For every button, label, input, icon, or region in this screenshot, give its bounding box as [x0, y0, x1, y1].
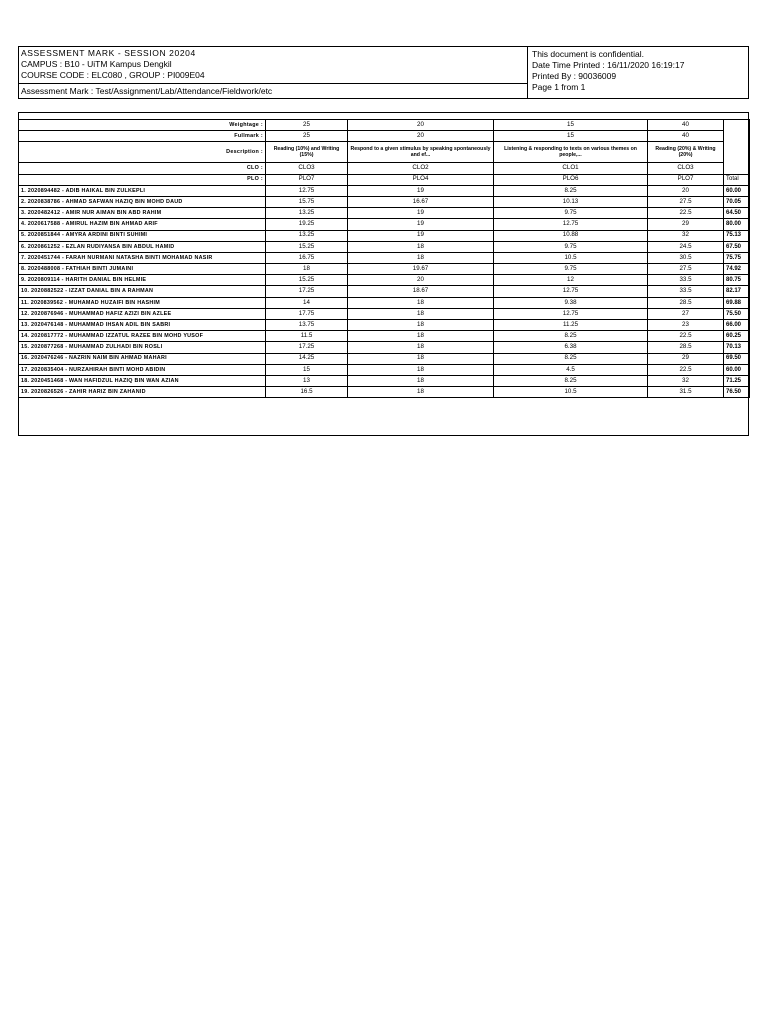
description-cell: Reading (10%) and Writing (15%): [266, 142, 348, 163]
student-name: 13. 2020476148 - MUHAMMAD IHSAN ADIL BIN SABRI: [19, 320, 266, 331]
total-cell: 64.50: [724, 208, 750, 219]
weightage-cell: 15: [494, 120, 648, 131]
mark-cell: 13: [266, 375, 348, 386]
mark-cell: 16.75: [266, 252, 348, 263]
session-title: ASSESSMENT MARK - SESSION 20204: [21, 48, 196, 58]
mark-cell: 12.75: [494, 219, 648, 230]
student-row: [19, 387, 750, 398]
mark-cell: 28.5: [648, 342, 724, 353]
description-cell: Respond to a given stimulus by speaking spontaneously and ef...: [348, 142, 494, 163]
mark-cell: 22.5: [648, 331, 724, 342]
blank-cell: [724, 131, 750, 142]
mark-cell: 23: [648, 320, 724, 331]
mark-cell: 18: [348, 297, 494, 308]
mark-cell: 18: [348, 353, 494, 364]
student-row: [19, 286, 750, 297]
weightage-row: [19, 120, 750, 131]
printed-by: Printed By : 90036009: [532, 71, 617, 81]
mark-cell: 9.75: [494, 241, 648, 252]
mark-cell: 28.5: [648, 297, 724, 308]
fullmark-label: Fullmark :: [19, 131, 266, 142]
mark-cell: 9.75: [494, 208, 648, 219]
total-cell: 69.88: [724, 297, 750, 308]
student-row: [19, 364, 750, 375]
mark-cell: 15.25: [266, 241, 348, 252]
weightage-cell: 40: [648, 120, 724, 131]
mark-cell: 32: [648, 375, 724, 386]
total-cell: 66.00: [724, 320, 750, 331]
marks-table: [18, 119, 750, 398]
mark-cell: 17.25: [266, 342, 348, 353]
mark-cell: 11.5: [266, 331, 348, 342]
weightage-label: Weightage :: [19, 120, 266, 131]
mark-cell: 31.5: [648, 387, 724, 398]
mark-cell: 18: [348, 342, 494, 353]
student-row: [19, 353, 750, 364]
fullmark-cell: 15: [494, 131, 648, 142]
total-cell: 70.13: [724, 342, 750, 353]
mark-cell: 16.5: [266, 387, 348, 398]
student-name: 18. 2020451468 - WAN HAFIDZUL HAZIQ BIN WAN AZIAN: [19, 375, 266, 386]
blank-cell: [724, 163, 750, 174]
mark-cell: 10.13: [494, 196, 648, 207]
mark-cell: 12.75: [494, 286, 648, 297]
student-row: [19, 196, 750, 207]
plo-row: [19, 174, 750, 185]
clo-cell: CLO2: [348, 163, 494, 174]
total-cell: 75.50: [724, 308, 750, 319]
mark-cell: 29: [648, 353, 724, 364]
mark-cell: 27: [648, 308, 724, 319]
student-name: 12. 2020876946 - MUHAMMAD HAFIZ AZIZI BIN AZLEE: [19, 308, 266, 319]
total-cell: 71.25: [724, 375, 750, 386]
mark-cell: 18: [266, 264, 348, 275]
description-cell: Reading (20%) & Writing (20%): [648, 142, 724, 163]
mark-cell: 20: [348, 275, 494, 286]
student-name: 6. 2020861252 - EZLAN RUDIYANSA BIN ABDUL HAMID: [19, 241, 266, 252]
student-name: 10. 2020882522 - IZZAT DANIAL BIN A RAHMAN: [19, 286, 266, 297]
student-row: [19, 275, 750, 286]
student-row: [19, 264, 750, 275]
student-name: 4. 2020617588 - AMIRUL HAZIM BIN AHMAD ARIF: [19, 219, 266, 230]
student-row: [19, 308, 750, 319]
mark-cell: 24.5: [648, 241, 724, 252]
mark-cell: 19: [348, 208, 494, 219]
mark-cell: 18: [348, 375, 494, 386]
mark-cell: 19.67: [348, 264, 494, 275]
plo-cell: PLO4: [348, 174, 494, 185]
student-row: [19, 219, 750, 230]
clo-label: CLO :: [19, 163, 266, 174]
page-number: Page 1 from 1: [532, 82, 586, 92]
mark-cell: 4.5: [494, 364, 648, 375]
course-group-line: COURSE CODE : ELC080 , GROUP : PI009E04: [21, 70, 205, 80]
fullmark-cell: 20: [348, 131, 494, 142]
mark-cell: 11.25: [494, 320, 648, 331]
student-name: 1. 2020894482 - ADIB HAIKAL BIN ZULKEPLI: [19, 185, 266, 196]
mark-cell: 18.67: [348, 286, 494, 297]
mark-cell: 12.75: [494, 308, 648, 319]
student-row: [19, 252, 750, 263]
blank-cell: [724, 142, 750, 163]
mark-cell: 33.5: [648, 275, 724, 286]
student-row: [19, 331, 750, 342]
student-name: 2. 2020838786 - AHMAD SAFWAN HAZIQ BIN MOHD DAUD: [19, 196, 266, 207]
description-row: [19, 142, 750, 163]
total-header: Total: [724, 174, 750, 185]
clo-cell: CLO1: [494, 163, 648, 174]
plo-cell: PLO6: [494, 174, 648, 185]
student-name: 5. 2020851844 - AMYRA ARDINI BINTI SUHIMI: [19, 230, 266, 241]
total-cell: 60.00: [724, 364, 750, 375]
mark-cell: 6.38: [494, 342, 648, 353]
weightage-cell: 20: [348, 120, 494, 131]
mark-cell: 10.5: [494, 252, 648, 263]
mark-cell: 10.5: [494, 387, 648, 398]
mark-cell: 27.5: [648, 264, 724, 275]
mark-cell: 16.67: [348, 196, 494, 207]
print-info: [528, 47, 748, 99]
mark-cell: 19: [348, 230, 494, 241]
student-name: 8. 2020488008 - FATHIAH BINTI JUMAINI: [19, 264, 266, 275]
student-name: 19. 2020826526 - ZAHIR HARIZ BIN ZAHANID: [19, 387, 266, 398]
mark-cell: 22.5: [648, 208, 724, 219]
total-cell: 80.75: [724, 275, 750, 286]
mark-cell: 14.25: [266, 353, 348, 364]
student-row: [19, 208, 750, 219]
student-name: 3. 2020482412 - AMIR NUR AIMAN BIN ABD RAHIM: [19, 208, 266, 219]
weightage-cell: 25: [266, 120, 348, 131]
campus-line: CAMPUS : B10 - UiTM Kampus Dengkil: [21, 59, 172, 69]
student-name: 16. 2020476246 - NAZRIN NAIM BIN AHMAD MAHARI: [19, 353, 266, 364]
plo-cell: PLO7: [266, 174, 348, 185]
student-name: 17. 2020835404 - NURZAHIRAH BINTI MOHD ABIDIN: [19, 364, 266, 375]
mark-cell: 8.25: [494, 375, 648, 386]
student-row: [19, 375, 750, 386]
mark-cell: 12.75: [266, 185, 348, 196]
mark-cell: 18: [348, 308, 494, 319]
student-row: [19, 342, 750, 353]
mark-cell: 17.75: [266, 308, 348, 319]
mark-cell: 9.38: [494, 297, 648, 308]
student-name: 15. 2020877268 - MUHAMMAD ZULHADI BIN ROSLI: [19, 342, 266, 353]
mark-cell: 18: [348, 320, 494, 331]
printed-datetime: Date Time Printed : 16/11/2020 16:19:17: [532, 60, 685, 70]
student-row: [19, 185, 750, 196]
fullmark-row: [19, 131, 750, 142]
total-cell: 60.00: [724, 185, 750, 196]
total-cell: 76.50: [724, 387, 750, 398]
report-header: [18, 46, 749, 99]
total-cell: 70.05: [724, 196, 750, 207]
mark-cell: 18: [348, 364, 494, 375]
total-cell: 60.25: [724, 331, 750, 342]
student-name: 7. 2020451744 - FARAH NURMANI NATASHA BINTI MOHAMAD NASIR: [19, 252, 266, 263]
mark-cell: 13.75: [266, 320, 348, 331]
mark-cell: 15.25: [266, 275, 348, 286]
student-row: [19, 230, 750, 241]
mark-cell: 8.25: [494, 331, 648, 342]
plo-cell: PLO7: [648, 174, 724, 185]
total-cell: 80.00: [724, 219, 750, 230]
mark-cell: 8.25: [494, 353, 648, 364]
total-cell: 74.92: [724, 264, 750, 275]
mark-cell: 9.75: [494, 264, 648, 275]
mark-cell: 29: [648, 219, 724, 230]
mark-cell: 8.25: [494, 185, 648, 196]
description-label: Description :: [19, 142, 266, 163]
mark-cell: 33.5: [648, 286, 724, 297]
mark-cell: 18: [348, 252, 494, 263]
mark-cell: 30.5: [648, 252, 724, 263]
student-row: [19, 297, 750, 308]
blank-cell: [724, 120, 750, 131]
mark-cell: 18: [348, 331, 494, 342]
clo-cell: CLO3: [266, 163, 348, 174]
mark-cell: 18: [348, 241, 494, 252]
mark-cell: 19: [348, 185, 494, 196]
mark-cell: 13.25: [266, 230, 348, 241]
mark-cell: 18: [348, 387, 494, 398]
plo-label: PLO :: [19, 174, 266, 185]
confidential-notice: This document is confidential.: [532, 49, 644, 59]
mark-cell: 27.5: [648, 196, 724, 207]
mark-cell: 10.88: [494, 230, 648, 241]
assessment-type: Assessment Mark : Test/Assignment/Lab/Attendance/Fieldwork/etc: [19, 83, 528, 99]
report-info: [19, 47, 528, 83]
student-name: 9. 2020809114 - HARITH DANIAL BIN HELMIE: [19, 275, 266, 286]
mark-cell: 15: [266, 364, 348, 375]
mark-cell: 14: [266, 297, 348, 308]
clo-cell: CLO3: [648, 163, 724, 174]
mark-cell: 15.75: [266, 196, 348, 207]
total-cell: 69.50: [724, 353, 750, 364]
mark-cell: 19: [348, 219, 494, 230]
description-cell: Listening & responding to texts on various themes on people,...: [494, 142, 648, 163]
total-cell: 75.13: [724, 230, 750, 241]
mark-cell: 12: [494, 275, 648, 286]
mark-cell: 13.25: [266, 208, 348, 219]
student-name: 11. 2020839562 - MUHAMAD HUZAIFI BIN HASHIM: [19, 297, 266, 308]
mark-cell: 32: [648, 230, 724, 241]
fullmark-cell: 40: [648, 131, 724, 142]
fullmark-cell: 25: [266, 131, 348, 142]
student-row: [19, 320, 750, 331]
student-name: 14. 2020817772 - MUHAMMAD IZZATUL RAZEE BIN MOHD YUSOF: [19, 331, 266, 342]
mark-cell: 20: [648, 185, 724, 196]
total-cell: 67.50: [724, 241, 750, 252]
total-cell: 82.17: [724, 286, 750, 297]
mark-cell: 22.5: [648, 364, 724, 375]
student-row: [19, 241, 750, 252]
clo-row: [19, 163, 750, 174]
mark-cell: 17.25: [266, 286, 348, 297]
mark-cell: 19.25: [266, 219, 348, 230]
total-cell: 75.75: [724, 252, 750, 263]
